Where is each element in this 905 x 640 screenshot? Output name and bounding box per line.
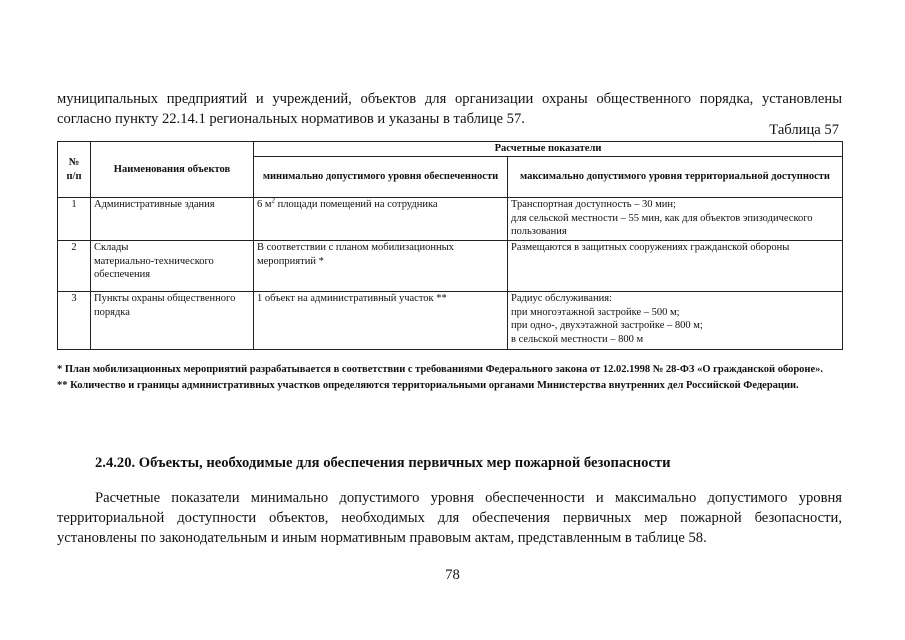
intro-paragraph: муниципальных предприятий и учреждений, объектов для организации охраны общественного порядка, установлены согласно пункту 22.14.1 региональных нормативов и указаны в таблице 57. bbox=[57, 91, 842, 127]
table-row bbox=[58, 198, 843, 241]
cell-object-name: Административные здания bbox=[91, 198, 254, 241]
cell-min-level: 1 объект на административный участок ** bbox=[254, 292, 508, 350]
indicators-table bbox=[57, 141, 843, 350]
header-min-level: минимально допустимого уровня обеспеченности bbox=[254, 157, 508, 198]
table-caption: Таблица 57 bbox=[769, 122, 839, 138]
table-row bbox=[58, 292, 843, 350]
body-paragraph: Расчетные показатели минимально допустимого уровня обеспеченности и максимально допустимого уровня территориальной доступности объектов, необходимых для обеспечения первичных мер пожарной безопасности, установлены по законодательным и иным нормативным правовым актам, представленным в таблице 58. bbox=[57, 490, 842, 546]
cell-min-level: 6 $м^2$ площади помещений на сотрудника bbox=[254, 198, 508, 241]
cell-object-name: Пункты охраны общественного порядка bbox=[91, 292, 254, 350]
table-row bbox=[58, 241, 843, 292]
cell-min-level: В соответствии с планом мобилизационных мероприятий * bbox=[254, 241, 508, 292]
section-heading: 2.4.20. Объекты, необходимые для обеспечения первичных мер пожарной безопасности bbox=[95, 455, 671, 471]
footnotes bbox=[57, 363, 842, 393]
footnote-mobilization: * План мобилизационных мероприятий разрабатывается в соответствии с требованиями Федерального закона от 12.02.1998 № 28-ФЗ «О гражданской обороне». bbox=[57, 364, 823, 375]
cell-max-level: Радиус обслуживания: при многоэтажной застройке – 500 м; при одно-, двухэтажной застройке – 800 м; в сельской местности – 800 м bbox=[508, 292, 843, 350]
cell-max-level: Транспортная доступность – 30 мин; для сельской местности – 55 мин, как для объектов эпизодического пользования bbox=[508, 198, 843, 241]
cell-number: 1 bbox=[58, 198, 91, 241]
cell-object-name: Склады материально-технического обеспечения bbox=[91, 241, 254, 292]
page-number: 78 bbox=[445, 567, 460, 583]
header-indicators-group: Расчетные показатели bbox=[254, 142, 843, 157]
header-number: № п/п bbox=[58, 142, 91, 198]
cell-max-level: Размещаются в защитных сооружениях гражданской обороны bbox=[508, 241, 843, 292]
header-max-level: максимально допустимого уровня территориальной доступности bbox=[508, 157, 843, 198]
footnote-precincts: ** Количество и границы административных участков определяются территориальными органами Министерства внутренних дел Российской Федерации. bbox=[57, 380, 799, 391]
cell-number: 2 bbox=[58, 241, 91, 292]
header-object-name: Наименования объектов bbox=[91, 142, 254, 198]
cell-number: 3 bbox=[58, 292, 91, 350]
